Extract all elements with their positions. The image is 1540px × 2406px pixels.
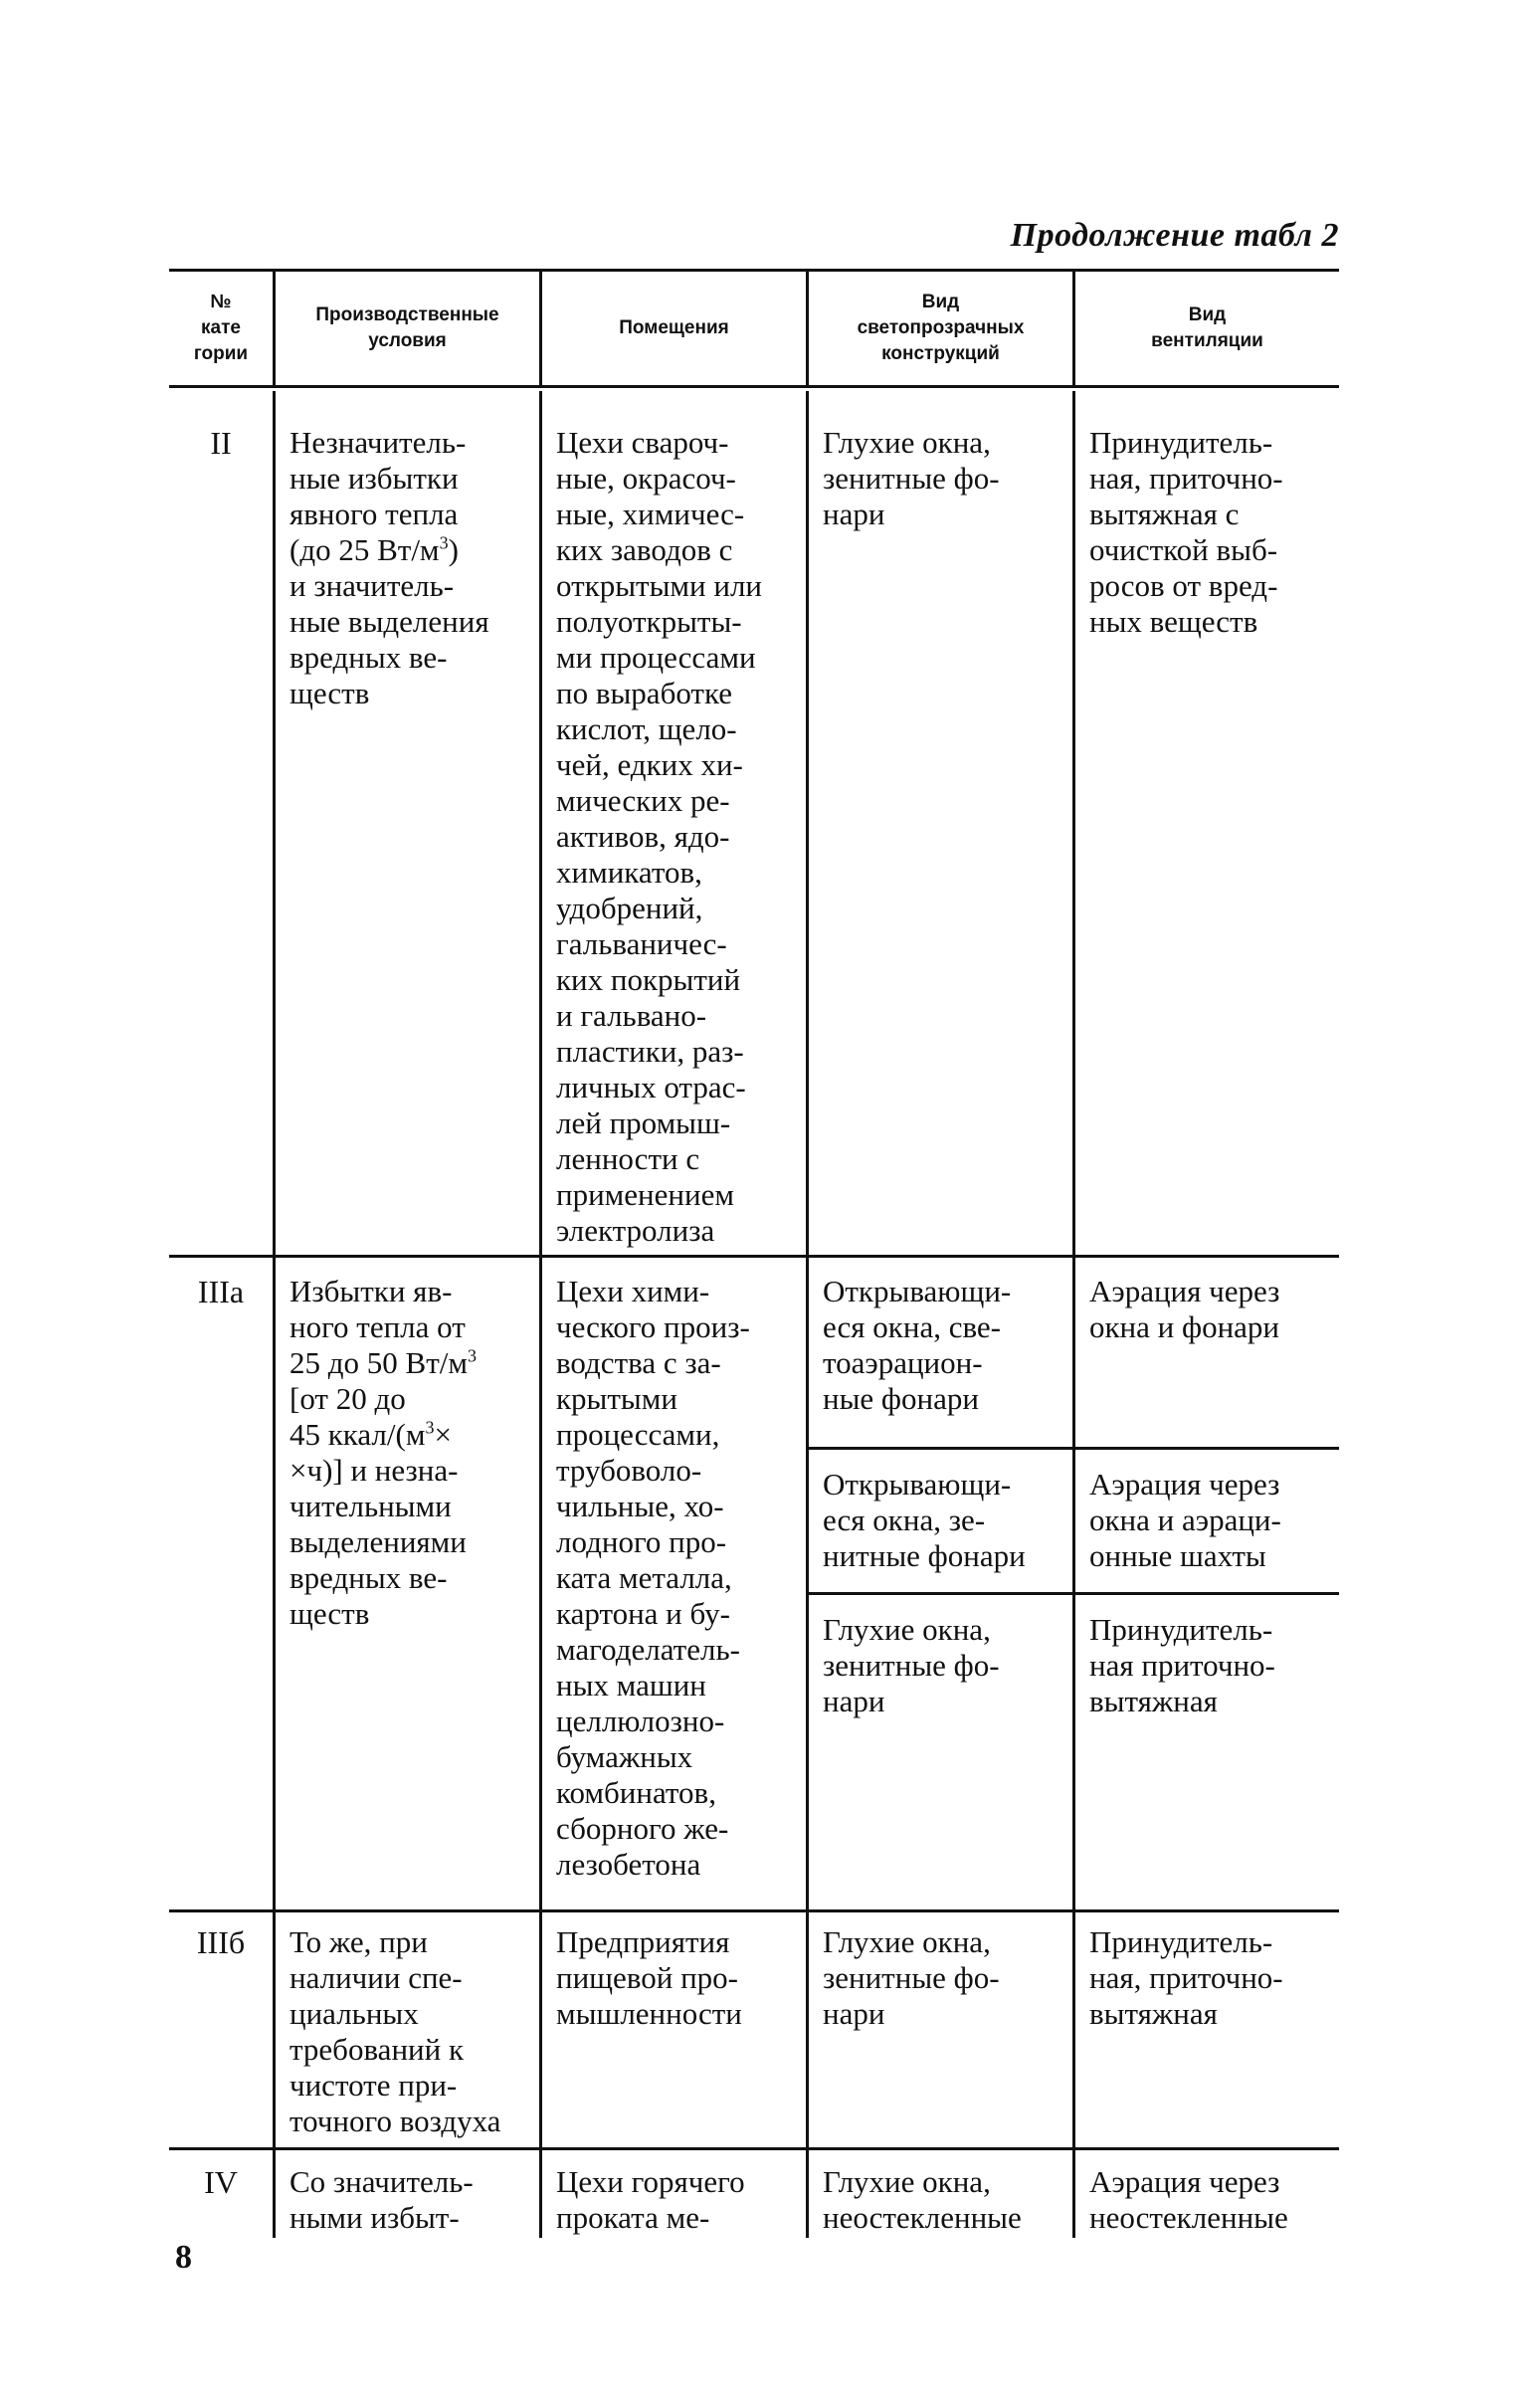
row-rooms: Предприятия пищевой про- мышленности — [556, 1924, 742, 2031]
sub-ventilation-1: Аэрация через окна и фонари — [1089, 1274, 1280, 1344]
subrow-divider — [806, 1447, 1339, 1450]
row-ventilation: Аэрация через неостекленные — [1089, 2164, 1288, 2235]
row-conditions: Избытки яв- ного тепла от 25 до 50 $Вт/м^3$ [от 20 до 45 ккал/($м^3\times$ ×ч)] и незна- чительными выделениями вредных ве- ществ — [289, 1274, 477, 1631]
row-conditions: Со значитель- ными избыт- — [289, 2164, 474, 2235]
table-row — [169, 2150, 1339, 2238]
sub-constructions-1: Открывающи- еся окна, све- тоаэрацион- ные фонари — [823, 1274, 1012, 1416]
row-ventilation: Принудитель- ная, приточно- вытяжная — [1089, 1924, 1283, 2031]
sub-ventilation-3: Принудитель- ная приточно- вытяжная — [1089, 1612, 1275, 1718]
row-rooms: Цехи горячего проката ме- — [556, 2164, 745, 2235]
row-conditions: Незначитель- ные избытки явного тепла (до 25 $Вт/м^3$) и значитель- ные выделения вредных ве- ществ — [289, 425, 489, 710]
subrow-divider — [806, 1592, 1339, 1595]
row-category: IV — [204, 2164, 238, 2200]
header-category: № кате гории — [193, 292, 249, 364]
table-row — [169, 391, 1339, 1258]
row-ventilation: Принудитель- ная, приточно- вытяжная с очисткой выб- росов от вред- ных веществ — [1089, 425, 1283, 639]
header-rooms: Помещения — [539, 272, 806, 385]
row-constructions: Глухие окна, неостекленные — [823, 2164, 1022, 2235]
sub-constructions-3: Глухие окна, зенитные фо- нари — [823, 1612, 1000, 1718]
header-ventilation: Вид вентиляции — [1072, 272, 1339, 385]
row-constructions: Глухие окна, зенитные фо- нари — [823, 425, 1000, 531]
table-continuation-title: Продолжение табл 2 — [1010, 217, 1339, 254]
row-conditions: То же, при наличии спе- циальных требований к чистоте при- точного воздуха — [289, 1924, 501, 2138]
row-rooms: Цехи свароч- ные, окрасоч- ные, химичес- ких заводов с открытыми или полуоткрыты- ми процессами по выработке кислот, щело- чей, едких хи- мических ре- активов, ядо- химикатов, удобрений, гальваничес- ких покрытий и гальвано- пластики, раз- личных отрас- лей промыш- ленности с применением электролиза — [556, 425, 763, 1248]
sub-constructions-2: Открывающи- еся окна, зе- нитные фонари — [823, 1467, 1026, 1573]
row-category: IIIб — [196, 1924, 246, 1960]
table-header-row — [169, 269, 1339, 388]
page-number: 8 — [175, 2239, 192, 2276]
row-category: II — [210, 425, 232, 461]
table-row — [169, 1912, 1339, 2150]
header-constructions: Вид светопрозрачных конструкций — [806, 272, 1072, 385]
header-conditions: Производственные условия — [273, 272, 539, 385]
row-rooms: Цехи хими- ческого произ- водства с за- крытыми процессами, трубоволо- чильные, хо- лодного про- ката металла, картона и бу- магоделатель- ных машин целлюлозно- бумажных комбинатов, сборного же- лезобетона — [556, 1274, 750, 1882]
sub-ventilation-2: Аэрация через окна и аэраци- онные шахты — [1089, 1467, 1281, 1573]
row-category: IIIa — [197, 1274, 245, 1309]
ventilation-table — [169, 269, 1339, 2238]
row-constructions: Глухие окна, зенитные фо- нари — [823, 1924, 1000, 2031]
table-row — [169, 1258, 1339, 1912]
